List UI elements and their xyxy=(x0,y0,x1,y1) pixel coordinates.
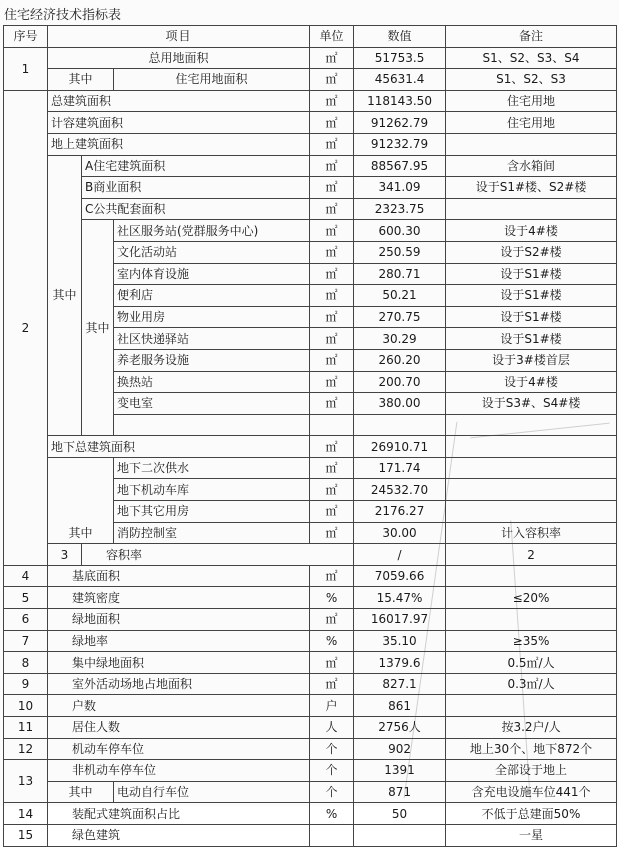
row-note: 含水箱间 xyxy=(446,155,617,177)
row-unit: ㎡ xyxy=(310,479,354,501)
row-unit: ㎡ xyxy=(310,328,354,350)
row-note: 不低于总建面50% xyxy=(446,803,617,825)
row-unit: % xyxy=(310,630,354,652)
row-item: 基底面积 xyxy=(48,565,310,587)
row-unit: ㎡ xyxy=(310,112,354,134)
row-value: 871 xyxy=(354,781,446,803)
row-item: 居住人数 xyxy=(48,717,310,739)
empty-cell xyxy=(354,414,446,436)
row-unit: ㎡ xyxy=(310,349,354,371)
row-value: 861 xyxy=(354,695,446,717)
row-value: 91232.79 xyxy=(354,133,446,155)
row-unit: ㎡ xyxy=(310,436,354,458)
table-row xyxy=(4,457,617,479)
row-no: 2 xyxy=(4,90,48,565)
row-value: 88567.95 xyxy=(354,155,446,177)
row-group-label: 其中 xyxy=(82,220,114,436)
row-unit: 人 xyxy=(310,717,354,739)
row-value: 260.20 xyxy=(354,349,446,371)
row-note: 设于4#楼 xyxy=(446,220,617,242)
table-row xyxy=(4,587,617,609)
row-value: 1391 xyxy=(354,760,446,782)
row-unit: ㎡ xyxy=(310,393,354,415)
table-row xyxy=(4,695,617,717)
row-unit: ㎡ xyxy=(310,69,354,91)
row-unit: ㎡ xyxy=(310,457,354,479)
table-row xyxy=(4,133,617,155)
indicator-table xyxy=(3,25,617,847)
table-row xyxy=(4,609,617,631)
table-row xyxy=(4,652,617,674)
table-row xyxy=(4,155,617,177)
row-item: 变电室 xyxy=(114,393,310,415)
row-item: 社区服务站(党群服务中心) xyxy=(114,220,310,242)
row-value: 200.70 xyxy=(354,371,446,393)
row-item: 室外活动场地占地面积 xyxy=(48,673,310,695)
row-value: 902 xyxy=(354,738,446,760)
table-row xyxy=(4,436,617,458)
row-value: 30.00 xyxy=(354,522,446,544)
row-unit: % xyxy=(310,587,354,609)
row-value: 26910.71 xyxy=(354,436,446,458)
row-group-label: 其中 xyxy=(48,155,82,436)
row-item: A住宅建筑面积 xyxy=(82,155,310,177)
row-note: 0.3㎡/人 xyxy=(446,673,617,695)
row-value: 2756人 xyxy=(354,717,446,739)
row-value: 1379.6 xyxy=(354,652,446,674)
row-value: 50 xyxy=(354,803,446,825)
row-note: 0.5㎡/人 xyxy=(446,652,617,674)
row-note: 设于S1#楼 xyxy=(446,263,617,285)
row-value: 91262.79 xyxy=(354,112,446,134)
row-no: 12 xyxy=(4,738,48,760)
row-unit: / xyxy=(354,544,446,566)
row-note: 设于4#楼 xyxy=(446,371,617,393)
row-value: 250.59 xyxy=(354,241,446,263)
row-value: 45631.4 xyxy=(354,69,446,91)
row-item: 地下机动车库 xyxy=(114,479,310,501)
row-value: 30.29 xyxy=(354,328,446,350)
table-row xyxy=(4,69,617,91)
row-note: 设于S1#楼 xyxy=(446,306,617,328)
row-note xyxy=(446,198,617,220)
table-row xyxy=(4,738,617,760)
row-note: 设于S1#楼 xyxy=(446,285,617,307)
row-note: S1、S2、S3 xyxy=(446,69,617,91)
row-note: 设于S3#、S4#楼 xyxy=(446,393,617,415)
row-note xyxy=(446,133,617,155)
table-caption: 住宅经济技术指标表 xyxy=(4,8,122,23)
row-item: 户数 xyxy=(48,695,310,717)
row-group-label: 其中 xyxy=(48,69,114,91)
row-item: 绿地面积 xyxy=(48,609,310,631)
table-row xyxy=(4,112,617,134)
row-value: 7059.66 xyxy=(354,565,446,587)
row-value: 2323.75 xyxy=(354,198,446,220)
row-note: ≤20% xyxy=(446,587,617,609)
table-row xyxy=(4,717,617,739)
row-item: 物业用房 xyxy=(114,306,310,328)
row-unit: ㎡ xyxy=(310,177,354,199)
row-unit: 个 xyxy=(310,781,354,803)
row-no: 1 xyxy=(4,47,48,90)
table-row xyxy=(4,824,617,846)
row-value: 380.00 xyxy=(354,393,446,415)
row-note: 设于S2#楼 xyxy=(446,241,617,263)
row-no: 5 xyxy=(4,587,48,609)
header-note: 备注 xyxy=(446,26,617,48)
empty-cell xyxy=(310,414,354,436)
row-group-label: 其中 xyxy=(48,781,114,803)
row-value: 600.30 xyxy=(354,220,446,242)
row-no: 13 xyxy=(4,760,48,803)
table-row xyxy=(4,565,617,587)
row-note xyxy=(446,695,617,717)
row-no: 9 xyxy=(4,673,48,695)
row-value: 35.10 xyxy=(354,630,446,652)
row-unit: 个 xyxy=(310,738,354,760)
row-unit: ㎡ xyxy=(310,522,354,544)
row-note: 住宅用地 xyxy=(446,90,617,112)
row-value: 280.71 xyxy=(354,263,446,285)
row-group-label: 其中 xyxy=(48,457,114,543)
row-unit: ㎡ xyxy=(310,155,354,177)
empty-cell xyxy=(114,414,310,436)
header-value: 数值 xyxy=(354,26,446,48)
row-value: 24532.70 xyxy=(354,479,446,501)
row-unit: ㎡ xyxy=(310,565,354,587)
row-item: 住宅用地面积 xyxy=(114,69,310,91)
row-unit: ㎡ xyxy=(310,133,354,155)
row-unit: 个 xyxy=(310,760,354,782)
row-no: 8 xyxy=(4,652,48,674)
row-unit: ㎡ xyxy=(310,306,354,328)
row-item: 地下二次供水 xyxy=(114,457,310,479)
row-unit: ㎡ xyxy=(310,241,354,263)
table-row xyxy=(4,673,617,695)
row-note: 一星 xyxy=(446,824,617,846)
row-note: 计入容积率 xyxy=(446,522,617,544)
row-item: 总建筑面积 xyxy=(48,90,310,112)
row-note: 住宅用地 xyxy=(446,112,617,134)
row-value: 118143.50 xyxy=(354,90,446,112)
row-no: 14 xyxy=(4,803,48,825)
row-value: 16017.97 xyxy=(354,609,446,631)
row-note: 设于3#楼首层 xyxy=(446,349,617,371)
row-unit: ㎡ xyxy=(310,371,354,393)
row-no: 4 xyxy=(4,565,48,587)
row-value: 50.21 xyxy=(354,285,446,307)
row-item: 计容建筑面积 xyxy=(48,112,310,134)
row-value: 51753.5 xyxy=(354,47,446,69)
row-value: 2 xyxy=(446,544,617,566)
row-value xyxy=(354,824,446,846)
row-value: 15.47% xyxy=(354,587,446,609)
row-unit: ㎡ xyxy=(310,673,354,695)
row-value: 827.1 xyxy=(354,673,446,695)
row-note: ≥35% xyxy=(446,630,617,652)
row-item: 便利店 xyxy=(114,285,310,307)
row-item: 集中绿地面积 xyxy=(48,652,310,674)
row-note: 设于S1#楼、S2#楼 xyxy=(446,177,617,199)
table-row xyxy=(4,781,617,803)
row-item: 电动自行车位 xyxy=(114,781,310,803)
row-note: 地上30个、地下872个 xyxy=(446,738,617,760)
row-no: 7 xyxy=(4,630,48,652)
row-item: 室内体育设施 xyxy=(114,263,310,285)
table-row xyxy=(4,47,617,69)
row-unit: ㎡ xyxy=(310,285,354,307)
row-note xyxy=(446,609,617,631)
row-note xyxy=(446,436,617,458)
row-item: 文化活动站 xyxy=(114,241,310,263)
row-unit: ㎡ xyxy=(310,198,354,220)
row-no: 10 xyxy=(4,695,48,717)
row-unit: ㎡ xyxy=(310,263,354,285)
table-row xyxy=(4,220,617,242)
row-item: 总用地面积 xyxy=(48,47,310,69)
row-unit: ㎡ xyxy=(310,609,354,631)
row-no: 11 xyxy=(4,717,48,739)
row-item: B商业面积 xyxy=(82,177,310,199)
row-unit: 户 xyxy=(310,695,354,717)
table-header-row xyxy=(4,26,617,48)
row-item: 地下总建筑面积 xyxy=(48,436,310,458)
row-unit: ㎡ xyxy=(310,90,354,112)
table-row xyxy=(4,198,617,220)
row-unit: ㎡ xyxy=(310,501,354,523)
empty-cell xyxy=(446,414,617,436)
row-item: 地上建筑面积 xyxy=(48,133,310,155)
table-row xyxy=(4,177,617,199)
row-no: 15 xyxy=(4,824,48,846)
row-item: 机动车停车位 xyxy=(48,738,310,760)
table-row xyxy=(4,90,617,112)
row-note xyxy=(446,457,617,479)
row-no: 6 xyxy=(4,609,48,631)
table-row xyxy=(4,803,617,825)
row-value: 341.09 xyxy=(354,177,446,199)
row-value: 171.74 xyxy=(354,457,446,479)
row-unit: ㎡ xyxy=(310,220,354,242)
row-item: 容积率 xyxy=(82,544,354,566)
row-note xyxy=(446,501,617,523)
row-no: 3 xyxy=(48,544,82,566)
row-note: 含充电设施车位441个 xyxy=(446,781,617,803)
row-unit xyxy=(310,824,354,846)
row-note: S1、S2、S3、S4 xyxy=(446,47,617,69)
table-row xyxy=(4,760,617,782)
row-item: 养老服务设施 xyxy=(114,349,310,371)
table-row xyxy=(4,630,617,652)
row-note: 按3.2户/人 xyxy=(446,717,617,739)
row-item: 绿地率 xyxy=(48,630,310,652)
row-unit: ㎡ xyxy=(310,652,354,674)
header-item: 项目 xyxy=(48,26,310,48)
row-unit: % xyxy=(310,803,354,825)
row-value: 270.75 xyxy=(354,306,446,328)
row-item: 装配式建筑面积占比 xyxy=(48,803,310,825)
row-item: 消防控制室 xyxy=(114,522,310,544)
row-value: 2176.27 xyxy=(354,501,446,523)
row-item: 换热站 xyxy=(114,371,310,393)
row-note xyxy=(446,479,617,501)
row-item: 建筑密度 xyxy=(48,587,310,609)
row-note xyxy=(446,565,617,587)
row-note: 全部设于地上 xyxy=(446,760,617,782)
table-row xyxy=(4,544,617,566)
row-item: 地下其它用房 xyxy=(114,501,310,523)
row-note: 设于S1#楼 xyxy=(446,328,617,350)
row-item: C公共配套面积 xyxy=(82,198,310,220)
row-item: 社区快递驿站 xyxy=(114,328,310,350)
header-no: 序号 xyxy=(4,26,48,48)
header-unit: 单位 xyxy=(310,26,354,48)
row-item: 非机动车停车位 xyxy=(48,760,310,782)
row-item: 绿色建筑 xyxy=(48,824,310,846)
row-unit: ㎡ xyxy=(310,47,354,69)
